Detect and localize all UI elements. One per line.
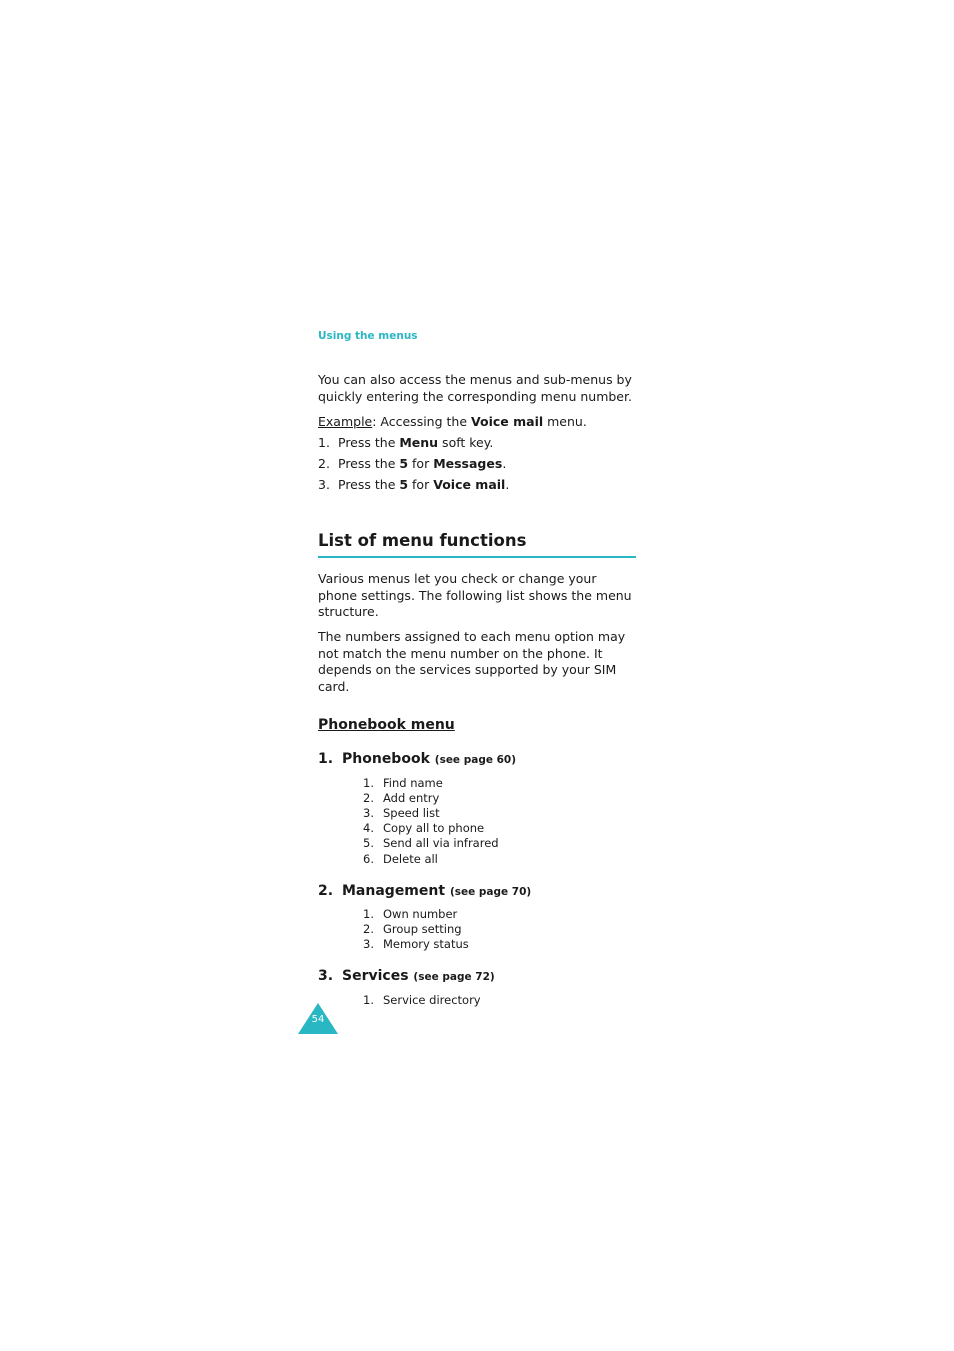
menu-title: Services [342,968,409,984]
menu-number: 1. [318,751,334,767]
step-item [318,435,493,451]
step-text: . [505,477,510,492]
step-number: 1. [318,435,330,450]
menu-number: 3. [318,968,334,984]
note-paragraph: The numbers assigned to each menu option may not match the menu number on the phone. It depends on the services supported by your SIM card. [318,629,626,694]
example-text: : Accessing the [372,414,472,429]
intro-paragraph: You can also access the menus and sub-menus by quickly entering the corresponding menu number. [318,372,632,404]
page-reference: (see page 70) [449,886,532,898]
step-key: 5 [399,477,409,492]
menu-number: 2. [318,883,334,899]
list-item: 6. Delete all [363,852,438,866]
step-number: 2. [318,456,330,471]
list-item: 1. Find name [363,776,443,790]
menu-title: Phonebook [342,751,430,767]
step-text: Press the [338,456,400,471]
step-text: . [502,456,507,471]
list-item: 2. Group setting [363,922,462,936]
page-reference: (see page 60) [434,754,517,766]
step-text: for [408,477,434,492]
example-line [318,414,638,431]
menu-heading-management [318,883,531,899]
page-number: 54 [311,1014,325,1025]
example-after: menu. [543,414,587,429]
page-title: List of menu functions [318,531,527,550]
list-item: 3. Memory status [363,937,469,951]
step-key: 5 [399,456,409,471]
list-item: 1. Service directory [363,993,481,1007]
section-label: Using the menus [318,330,418,342]
example-label: Example [318,414,373,429]
example-bold: Voice mail [471,414,544,429]
step-item [318,477,509,493]
subsection-title: Phonebook menu [318,717,455,733]
list-item: 4. Copy all to phone [363,821,485,835]
list-item: 5. Send all via infrared [363,836,499,850]
menu-heading-services [318,968,495,984]
step-text: Press the [338,435,400,450]
step-text: soft key. [438,435,494,450]
step-menu: Messages [433,456,503,471]
step-menu: Voice mail [433,477,506,492]
step-item [318,456,506,472]
menu-heading-phonebook [318,751,516,767]
step-text: for [408,456,434,471]
step-text: Press the [338,477,400,492]
page-reference: (see page 72) [413,971,495,983]
menu-title: Management [342,883,446,899]
step-number: 3. [318,477,330,492]
title-divider [318,556,636,558]
step-key: Menu [399,435,439,450]
list-item: 2. Add entry [363,791,440,805]
list-item: 3. Speed list [363,806,440,820]
list-item: 1. Own number [363,907,458,921]
description-paragraph: Various menus let you check or change your phone settings. The following list shows the menu structure. [318,571,632,619]
